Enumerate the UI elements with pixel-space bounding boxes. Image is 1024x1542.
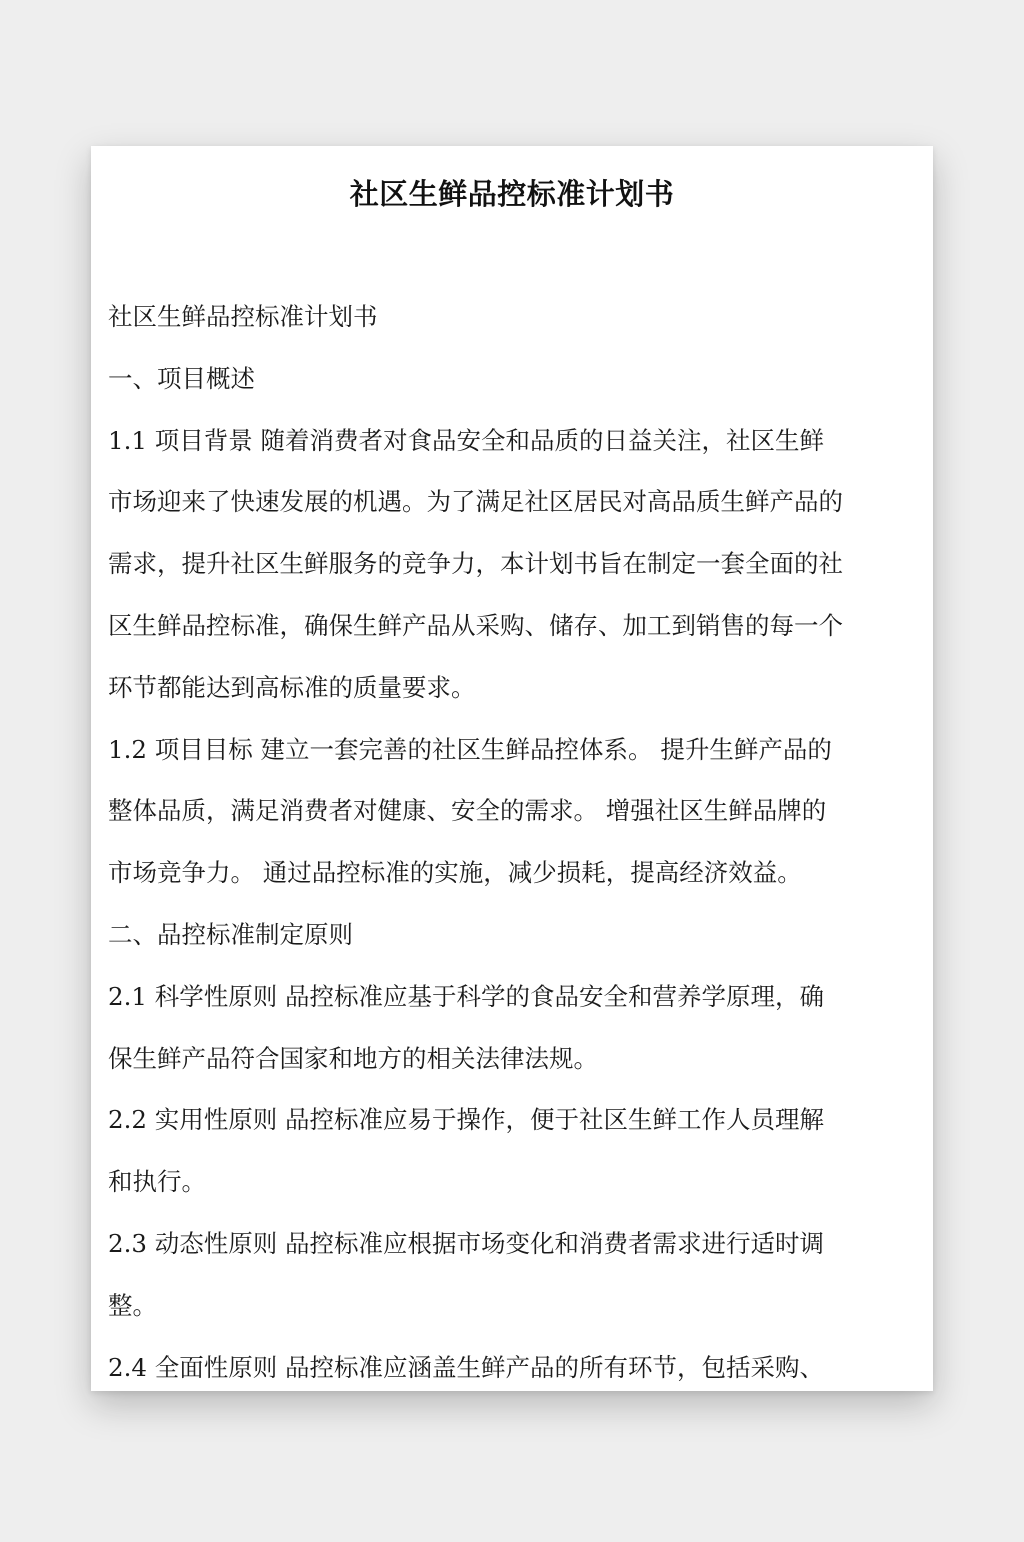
body-line: 2.2 实用性原则 品控标准应易于操作，便于社区生鲜工作人员理解 xyxy=(108,1105,825,1135)
body-line: 整。 xyxy=(108,1290,157,1320)
body-line: 区生鲜品控标准，确保生鲜产品从采购、储存、加工到销售的每一个 xyxy=(108,610,843,640)
body-line: 1.2 项目目标 建立一套完善的社区生鲜品控体系。 提升生鲜产品的 xyxy=(108,734,832,764)
body-line: 保生鲜产品符合国家和地方的相关法律法规。 xyxy=(108,1043,598,1073)
body-line: 环节都能达到高标准的质量要求。 xyxy=(108,672,476,702)
body-line: 2.3 动态性原则 品控标准应根据市场变化和消费者需求进行适时调 xyxy=(108,1228,825,1258)
document-title: 社区生鲜品控标准计划书 xyxy=(349,177,675,211)
body-line: 1.1 项目背景 随着消费者对食品安全和品质的日益关注，社区生鲜 xyxy=(108,425,825,455)
section-heading: 一、项目概述 xyxy=(108,363,255,393)
body-line: 市场竞争力。 通过品控标准的实施，减少损耗，提高经济效益。 xyxy=(108,858,802,888)
body-line: 整体品质，满足消费者对健康、安全的需求。 增强社区生鲜品牌的 xyxy=(108,796,827,826)
body-line: 市场迎来了快速发展的机遇。为了满足社区居民对高品质生鲜产品的 xyxy=(108,487,843,517)
body-line: 2.4 全面性原则 品控标准应涵盖生鲜产品的所有环节，包括采购、 xyxy=(108,1352,825,1382)
document-body xyxy=(108,286,916,1391)
body-line: 需求，提升社区生鲜服务的竞争力，本计划书旨在制定一套全面的社 xyxy=(108,549,843,579)
body-line: 2.1 科学性原则 品控标准应基于科学的食品安全和营养学原理，确 xyxy=(108,981,825,1011)
body-line: 和执行。 xyxy=(108,1167,206,1197)
document-page xyxy=(91,146,933,1391)
body-line: 社区生鲜品控标准计划书 xyxy=(108,302,378,331)
section-heading: 二、品控标准制定原则 xyxy=(108,919,353,949)
